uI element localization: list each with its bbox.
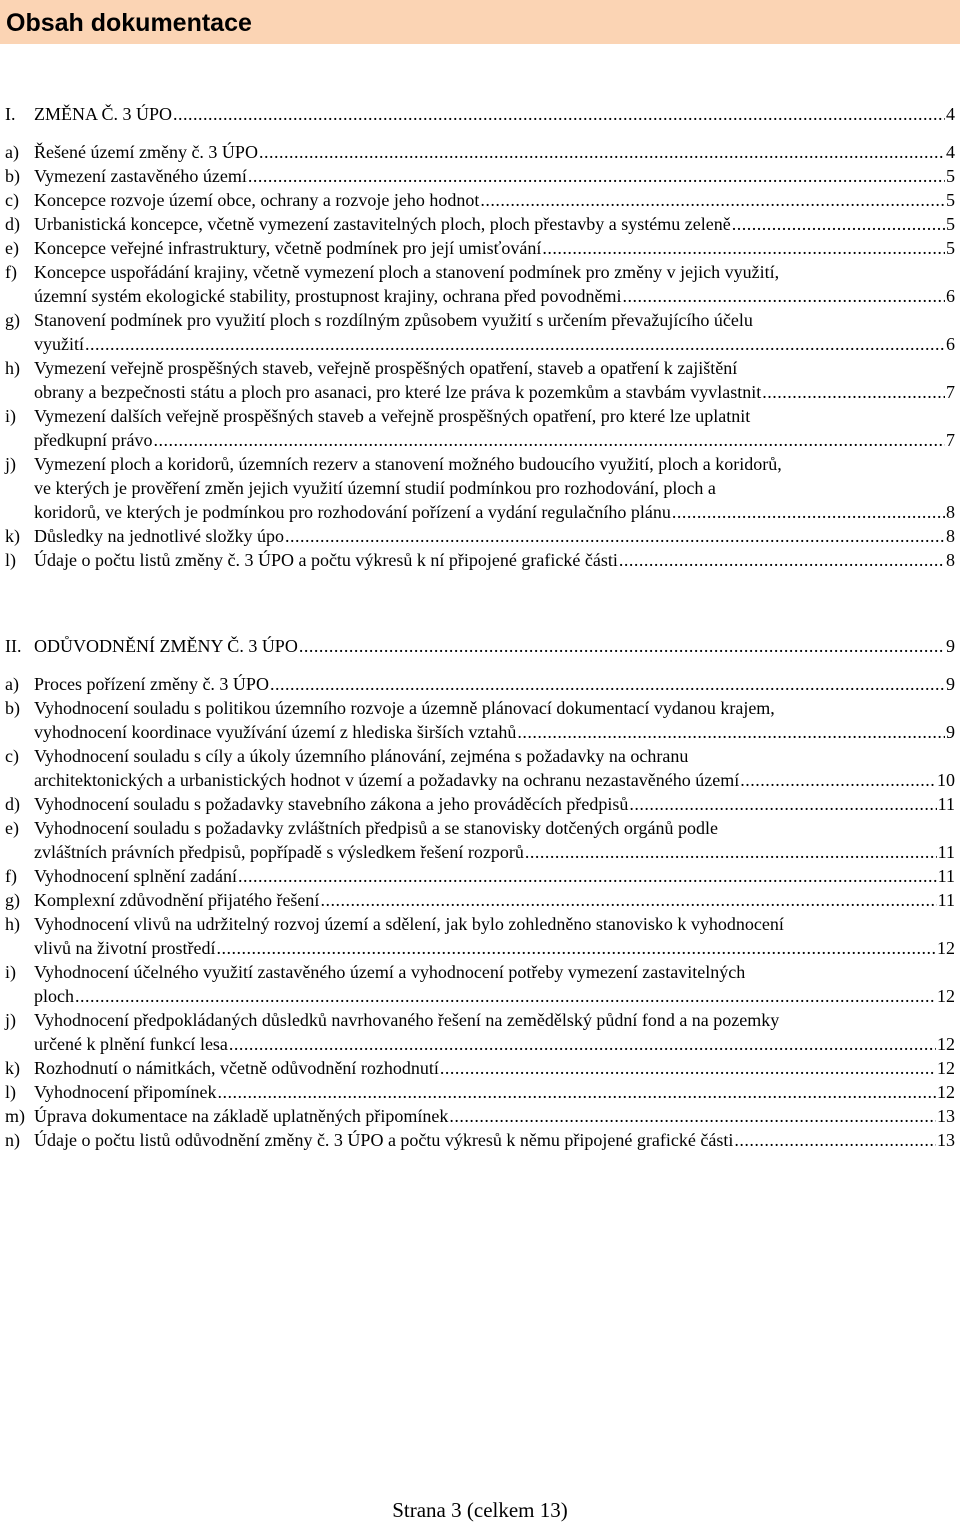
toc-entry-label: d) [5, 214, 20, 234]
dot-leader [449, 1104, 936, 1128]
toc-entry-text: Vyhodnocení souladu s politikou územního rozvoje a územně plánovací dokumentací vydanou krajem, [34, 698, 775, 718]
toc-entry[interactable] [0, 744, 960, 792]
toc-entry-label: f) [5, 262, 17, 282]
toc-entry-line [34, 164, 955, 188]
toc-entry-line [34, 260, 955, 284]
dot-leader [285, 524, 945, 548]
toc-entry-label: c) [5, 190, 19, 210]
toc-entry-label: l) [5, 1082, 16, 1102]
toc-page-number: 8 [946, 550, 955, 570]
dot-leader [229, 1032, 936, 1056]
toc-entry[interactable] [0, 140, 960, 164]
toc-entry-text: ZMĚNA Č. 3 ÚPO [34, 104, 173, 124]
toc-entry-line [34, 308, 955, 332]
toc-entry-line [34, 284, 955, 308]
toc-section-heading[interactable] [0, 102, 960, 126]
toc-entry-label: g) [5, 890, 20, 910]
dot-leader [629, 792, 936, 816]
page-footer [0, 1496, 960, 1524]
toc-entry-text: Koncepce rozvoje území obce, ochrany a rozvoje jeho hodnot [34, 190, 480, 210]
toc-entry-line [34, 672, 955, 696]
toc-page-number: 5 [946, 190, 955, 210]
toc-entry-text: Stanovení podmínek pro využití ploch s rozdílným způsobem využití s určením převažujícího účelu [34, 310, 753, 330]
toc-entry-text: Vyhodnocení připomínek [34, 1082, 217, 1102]
toc-entry-text: Rozhodnutí o námitkách, včetně odůvodnění rozhodnutí [34, 1058, 439, 1078]
toc-entry-text: Vymezení ploch a koridorů, územních rezerv a stanovení možného budoucího využití, ploch a koridorů, [34, 454, 782, 474]
toc-entry-line [34, 404, 955, 428]
toc-entry[interactable] [0, 912, 960, 960]
toc-entry[interactable] [0, 672, 960, 696]
toc-entry-text: Řešené území změny č. 3 ÚPO [34, 142, 258, 162]
toc-entry[interactable] [0, 548, 960, 572]
toc-entry-label: b) [5, 166, 20, 186]
dot-leader [480, 188, 945, 212]
dot-leader [216, 936, 936, 960]
toc-page-number: 5 [946, 238, 955, 258]
toc-entry-line [34, 212, 955, 236]
toc-entry-text: Vyhodnocení účelného využití zastavěného území a vyhodnocení potřeby vymezení zastavitelných [34, 962, 746, 982]
toc-entry-line [34, 744, 955, 768]
toc-section-2 [0, 634, 960, 1152]
dot-leader [762, 380, 945, 404]
toc-entry-text: Vyhodnocení předpokládaných důsledků navrhovaného řešení na zemědělský půdní fond a na pozemky [34, 1010, 780, 1030]
toc-entry-label: b) [5, 698, 20, 718]
toc-entry-text: Komplexní zdůvodnění přijatého řešení [34, 890, 320, 910]
dot-leader [238, 864, 937, 888]
toc-entry-label: l) [5, 550, 16, 570]
toc-entry[interactable] [0, 864, 960, 888]
toc-entry[interactable] [0, 816, 960, 864]
toc-entry-label: h) [5, 914, 20, 934]
toc-entry-text: zvláštních právních předpisů, popřípadě s výsledkem řešení rozporů [34, 842, 524, 862]
toc-entry[interactable] [0, 1008, 960, 1056]
toc-entry-label: e) [5, 818, 19, 838]
toc-page-number: 12 [937, 1082, 955, 1102]
toc-entry[interactable] [0, 696, 960, 744]
toc-entry[interactable] [0, 308, 960, 356]
toc-page-number: 6 [946, 286, 955, 306]
toc-entry-line [34, 696, 955, 720]
toc-section-label: II. [5, 636, 22, 656]
toc-page-number: 4 [946, 142, 955, 162]
toc-entry-text: Proces pořízení změny č. 3 ÚPO [34, 674, 269, 694]
dot-leader [270, 672, 945, 696]
toc-page-number: 9 [946, 674, 955, 694]
toc-entry-line [34, 548, 955, 572]
toc-section-label: I. [5, 104, 16, 124]
toc-entry-text: Vyhodnocení splnění zadání [34, 866, 237, 886]
toc-page-number: 12 [937, 938, 955, 958]
toc-page-number: 9 [946, 636, 955, 656]
toc-entry[interactable] [0, 188, 960, 212]
toc-entry-text: ve kterých je prověření změn jejich využití územní studií podmínkou pro rozhodování, ploch a [34, 478, 716, 498]
dot-leader [740, 768, 936, 792]
toc-entry-text: Urbanistická koncepce, včetně vymezení zastavitelných ploch, ploch přestavby a systému zeleně [34, 214, 731, 234]
toc-page-number: 9 [946, 722, 955, 742]
toc-entry-line [34, 500, 955, 524]
toc-page-number: 4 [946, 104, 955, 124]
dot-leader [732, 212, 945, 236]
toc-entry-line [34, 720, 955, 744]
toc-entry[interactable] [0, 212, 960, 236]
toc-entry-line [34, 1008, 955, 1032]
toc-entry-text: Vyhodnocení souladu s požadavky zvláštních předpisů a se stanovisky dotčených orgánů podle [34, 818, 719, 838]
toc-entry-line [34, 840, 955, 864]
dot-leader [75, 984, 936, 1008]
toc-entry-text: Koncepce uspořádání krajiny, včetně vymezení ploch a stanovení podmínek pro změny v jejich využití, [34, 262, 780, 282]
dot-leader [153, 428, 945, 452]
toc-entry-label: c) [5, 746, 19, 766]
toc-page-number: 8 [946, 526, 955, 546]
document-title-bar [0, 0, 960, 44]
toc-page-number: 8 [946, 502, 955, 522]
toc-entry-line [34, 524, 955, 548]
toc-entry-text: určené k plnění funkcí lesa [34, 1034, 228, 1054]
dot-leader [173, 102, 945, 126]
toc-entry[interactable] [0, 356, 960, 404]
toc-entry-line [34, 1056, 955, 1080]
toc-entry-line [34, 960, 955, 984]
toc-entry-label: n) [5, 1130, 20, 1150]
dot-leader [440, 1056, 936, 1080]
page-number-text: Strana 3 (celkem 13) [392, 1498, 568, 1522]
toc-page-number: 11 [937, 794, 955, 814]
toc-entry-line [34, 792, 955, 816]
toc-entry-text: vyhodnocení koordinace využívání území z hlediska širších vztahů [34, 722, 517, 742]
toc-entry-text: Údaje o počtu listů odůvodnění změny č. 3 ÚPO a počtu výkresů k němu připojené grafické části [34, 1130, 734, 1150]
toc-entry-line [34, 816, 955, 840]
dot-leader [248, 164, 945, 188]
dot-leader [320, 888, 936, 912]
document-title: Obsah dokumentace [6, 9, 252, 37]
toc-entry[interactable] [0, 524, 960, 548]
toc-entry[interactable] [0, 404, 960, 452]
toc-entry-text: předkupní právo [34, 430, 153, 450]
toc-entry-label: a) [5, 674, 19, 694]
toc-entry-text: územní systém ekologické stability, prostupnost krajiny, ochrana před povodněmi [34, 286, 622, 306]
toc-page-number: 5 [946, 214, 955, 234]
toc-entry-label: j) [5, 1010, 16, 1030]
toc-entry-line [34, 476, 955, 500]
toc-entry-text: Důsledky na jednotlivé složky úpo [34, 526, 284, 546]
toc-entry[interactable] [0, 1056, 960, 1080]
toc-entry-line [34, 188, 955, 212]
toc-entry-text: vlivů na životní prostředí [34, 938, 216, 958]
toc-entry-text: Vyhodnocení souladu s požadavky stavebního zákona a jeho prováděcích předpisů [34, 794, 629, 814]
dot-leader [85, 332, 945, 356]
dot-leader [517, 720, 945, 744]
toc-page-number: 7 [946, 382, 955, 402]
toc-entry-line [34, 912, 955, 936]
dot-leader [542, 236, 945, 260]
toc-entry[interactable] [0, 960, 960, 1008]
toc-heading-line [34, 634, 955, 658]
dot-leader [619, 548, 945, 572]
toc-entry-label: a) [5, 142, 19, 162]
toc-entry-text: Úprava dokumentace na základě uplatněných připomínek [34, 1106, 449, 1126]
toc-entry[interactable] [0, 452, 960, 524]
toc-entry-text: využití [34, 334, 84, 354]
toc-page-number: 11 [937, 866, 955, 886]
dot-leader [299, 634, 945, 658]
toc-entry-label: f) [5, 866, 17, 886]
toc-section-heading[interactable] [0, 634, 960, 658]
toc-entry-text: koridorů, ve kterých je podmínkou pro rozhodování pořízení a vydání regulačního plánu [34, 502, 671, 522]
toc-entry-line [34, 140, 955, 164]
toc-entry[interactable] [0, 888, 960, 912]
dot-leader [734, 1128, 936, 1152]
toc-entry-text: Vyhodnocení vlivů na udržitelný rozvoj území a sdělení, jak bylo zohledněno stanovisko k vyhodnocení [34, 914, 784, 934]
toc-page-number: 10 [937, 770, 955, 790]
dot-leader [672, 500, 945, 524]
toc-entry[interactable] [0, 792, 960, 816]
toc-entry-line [34, 984, 955, 1008]
toc-entry-label: i) [5, 962, 16, 982]
toc-entry[interactable] [0, 1128, 960, 1152]
toc-entry-text: ODŮVODNĚNÍ ZMĚNY Č. 3 ÚPO [34, 636, 298, 656]
toc-entry-line [34, 236, 955, 260]
toc-entry-text: Vymezení dalších veřejně prospěšných staveb a veřejně prospěšných opatření, pro které lze uplatnit [34, 406, 751, 426]
toc-page-number: 11 [937, 890, 955, 910]
toc-entry-label: e) [5, 238, 19, 258]
toc-entry-line [34, 428, 955, 452]
toc-page-number: 12 [937, 1034, 955, 1054]
toc-entry-line [34, 356, 955, 380]
toc-entry-line [34, 380, 955, 404]
toc-entry-label: i) [5, 406, 16, 426]
toc-entry-label: g) [5, 310, 20, 330]
toc-entry-text: ploch [34, 986, 74, 1006]
toc-entry-line [34, 936, 955, 960]
toc-page-number: 13 [937, 1106, 955, 1126]
toc-entry-line [34, 1032, 955, 1056]
toc-entry-text: Vymezení veřejně prospěšných staveb, veřejně prospěšných opatření, staveb a opatření k zajištění [34, 358, 738, 378]
toc-entry-text: Údaje o počtu listů změny č. 3 ÚPO a počtu výkresů k ní připojené grafické části [34, 550, 618, 570]
toc-entry[interactable] [0, 1104, 960, 1128]
toc-entry-line [34, 1104, 955, 1128]
toc-entry-text: obrany a bezpečnosti státu a ploch pro asanaci, pro které lze práva k pozemkům a stavbám vyvlastnit [34, 382, 762, 402]
toc-entry-label: j) [5, 454, 16, 474]
toc-entry-text: Koncepce veřejné infrastruktury, včetně podmínek pro její umisťování [34, 238, 542, 258]
toc-entry-text: Vyhodnocení souladu s cíly a úkoly územního plánování, zejména s požadavky na ochranu [34, 746, 689, 766]
toc-page-number: 13 [937, 1130, 955, 1150]
toc-entry-line [34, 1080, 955, 1104]
dot-leader [525, 840, 937, 864]
toc-page-number: 6 [946, 334, 955, 354]
toc-page-number: 7 [946, 430, 955, 450]
dot-leader [623, 284, 945, 308]
toc-section-1 [0, 102, 960, 572]
toc-entry-text: Vymezení zastavěného území [34, 166, 247, 186]
toc-entry-label: k) [5, 1058, 20, 1078]
toc-entry-line [34, 332, 955, 356]
dot-leader [217, 1080, 936, 1104]
toc-entry[interactable] [0, 236, 960, 260]
toc-page-number: 12 [937, 1058, 955, 1078]
toc-entry-line [34, 452, 955, 476]
toc-page-number: 12 [937, 986, 955, 1006]
toc-entry-text: architektonických a urbanistických hodnot v území a požadavky na ochranu nezastavěného území [34, 770, 740, 790]
toc-entry-line [34, 768, 955, 792]
dot-leader [259, 140, 945, 164]
toc-page-number: 11 [937, 842, 955, 862]
toc-entry[interactable] [0, 260, 960, 308]
toc-entry[interactable] [0, 1080, 960, 1104]
toc-entry-line [34, 1128, 955, 1152]
toc-entry-label: m) [5, 1106, 25, 1126]
toc-entry[interactable] [0, 164, 960, 188]
toc-entry-line [34, 888, 955, 912]
toc-entry-label: h) [5, 358, 20, 378]
toc-entry-label: k) [5, 526, 20, 546]
toc-heading-line [34, 102, 955, 126]
toc-entry-label: d) [5, 794, 20, 814]
toc-entry-line [34, 864, 955, 888]
toc-page-number: 5 [946, 166, 955, 186]
